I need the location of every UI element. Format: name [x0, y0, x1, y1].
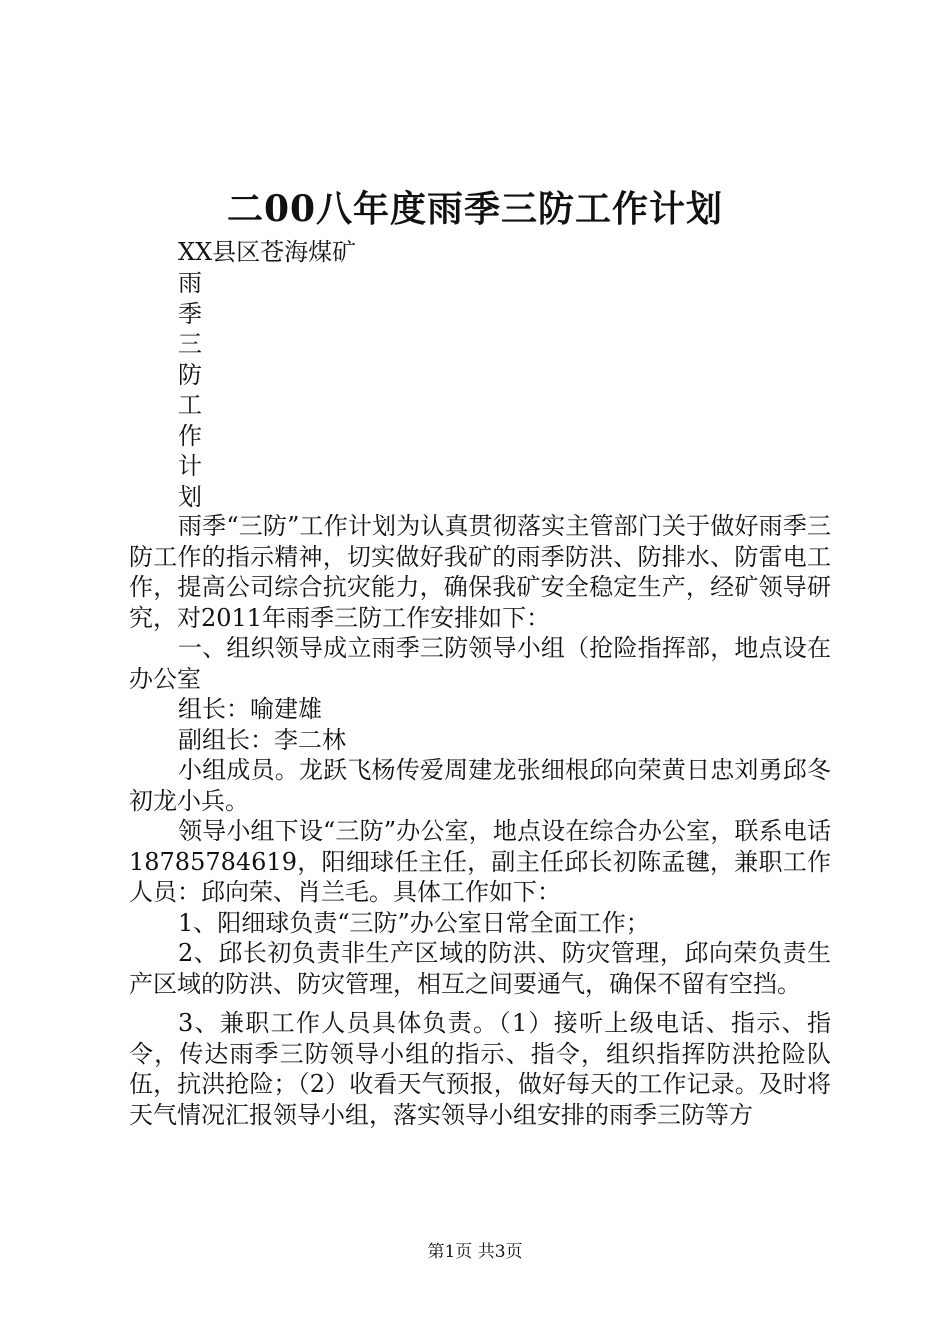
document-body	[129, 511, 831, 1130]
vertical-char: 三	[178, 330, 202, 358]
paragraph-deputy-leader: 副组长：李二林	[178, 725, 346, 754]
vertical-char: 防	[178, 360, 202, 389]
vertical-char: 雨	[178, 269, 202, 297]
organization-line: XX县区苍海煤矿	[178, 238, 357, 266]
paragraph-item-2: 2、邱长初负责非生产区域的防洪、防灾管理，邱向荣负责生产区域的防洪、防灾管理，相互之间要通气，确保不留有空挡。	[129, 939, 831, 998]
paragraph-item-3: 3、兼职工作人员具体负责。（1）接听上级电话、指示、指令，传达雨季三防领导小组的指示、指令，组织指挥防洪抢险队伍，抗洪抢险；（2）收看天气预报，做好每天的工作记录。及时将天气情况汇报领导小组，落实领导小组安排的雨季三防等方	[129, 1009, 831, 1129]
page-footer: 第1页 共3页	[427, 1242, 523, 1262]
vertical-subtitle	[178, 268, 208, 512]
paragraph-leader: 组长：喻建雄	[178, 695, 322, 723]
document-title: 二00八年度雨季三防工作计划	[226, 188, 724, 230]
vertical-char: 季	[178, 299, 202, 328]
paragraph-section-one: 一、组织领导成立雨季三防领导小组（抢险指挥部，地点设在办公室	[129, 634, 831, 693]
paragraph-intro: 雨季“三防”工作计划为认真贯彻落实主管部门关于做好雨季三防工作的指示精神，切实做好我矿的雨季防洪、防排水、防雷电工作，提高公司综合抗灾能力，确保我矿安全稳定生产，经矿领导研究，对2011年雨季三防工作安排如下：	[129, 512, 831, 632]
paragraph-office: 领导小组下设“三防”办公室，地点设在综合办公室，联系电话18785784619，阳细球任主任，副主任邱长初陈孟毽，兼职工作人员：邱向荣、肖兰毛。具体工作如下：	[129, 817, 831, 906]
vertical-char: 工	[178, 391, 202, 419]
paragraph-members: 小组成员。龙跃飞杨传爱周建龙张细根邱向荣黄日忠刘勇邱冬初龙小兵。	[129, 756, 831, 815]
vertical-char: 计	[178, 452, 202, 480]
vertical-char: 作	[178, 421, 202, 450]
vertical-char: 划	[178, 482, 202, 511]
paragraph-item-1: 1、阳细球负责“三防”办公室日常全面工作；	[178, 908, 650, 937]
